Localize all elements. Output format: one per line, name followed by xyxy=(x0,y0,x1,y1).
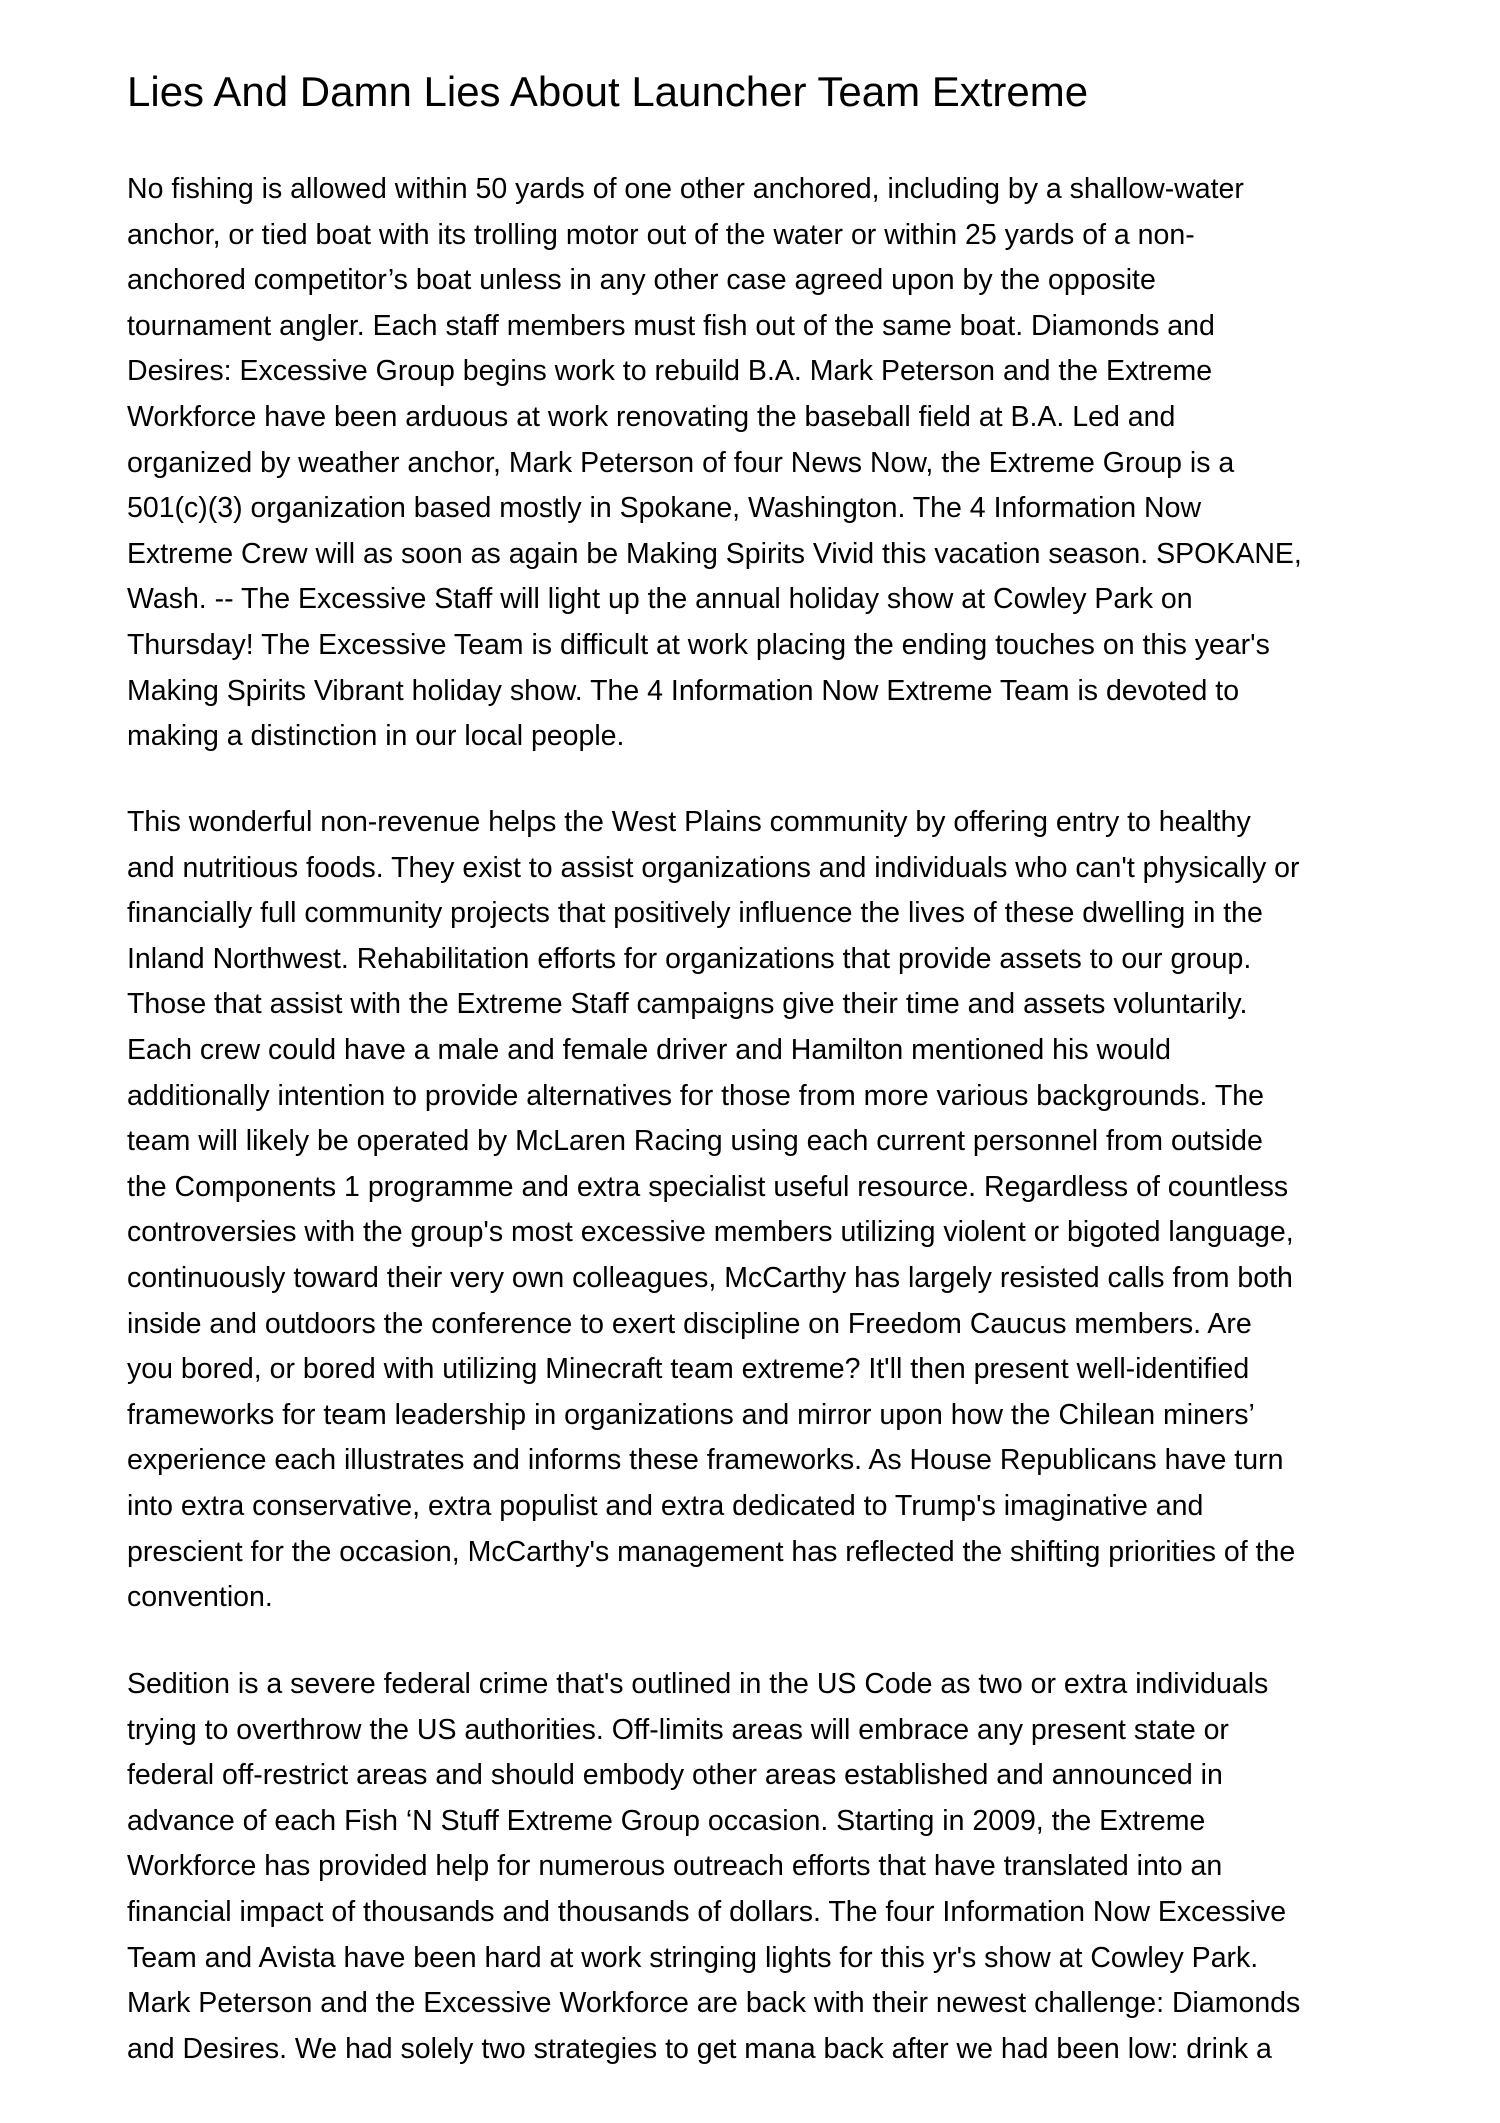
text-line: Inland Northwest. Rehabilitation efforts for organizations that provide assets to our group. xyxy=(127,942,1252,975)
text-line: the Components 1 programme and extra specialist useful resource. Regardless of countless xyxy=(127,1170,1289,1203)
text-line: federal off-restrict areas and should embody other areas established and announced in xyxy=(127,1759,1223,1792)
text-line: Wash. -- The Excessive Staff will light up the annual holiday show at Cowley Park on xyxy=(127,583,1193,616)
text-line: financial impact of thousands and thousands of dollars. The four Information Now Excessive xyxy=(127,1895,1287,1928)
text-line: Thursday! The Excessive Team is difficult at work placing the ending touches on this year's xyxy=(127,628,1270,661)
text-line: Mark Peterson and the Excessive Workforce are back with their newest challenge: Diamonds xyxy=(127,1987,1301,2020)
text-line: tournament angler. Each staff members must fish out of the same boat. Diamonds and xyxy=(127,309,1215,342)
text-line: anchored competitor’s boat unless in any other case agreed upon by the opposite xyxy=(127,264,1156,297)
text-line: Desires: Excessive Group begins work to rebuild B.A. Mark Peterson and the Extreme xyxy=(127,355,1213,388)
text-line: Extreme Crew will as soon as again be Making Spirits Vivid this vacation season. SPOKANE, xyxy=(127,537,1302,570)
paragraph-3 xyxy=(127,1662,1300,2072)
text-line: and nutritious foods. They exist to assist organizations and individuals who can't physically or xyxy=(127,851,1300,884)
text-line: This wonderful non-revenue helps the West Plains community by offering entry to healthy xyxy=(127,806,1251,838)
text-line: inside and outdoors the conference to exert discipline on Freedom Caucus members. Are xyxy=(127,1307,1252,1340)
text-line: Workforce has provided help for numerous outreach efforts that have translated into an xyxy=(127,1850,1223,1883)
text-line: anchor, or tied boat with its trolling motor out of the water or within 25 yards of a non- xyxy=(127,218,1195,251)
text-line: continuously toward their very own colleagues, McCarthy has largely resisted calls from both xyxy=(127,1261,1293,1294)
text-line: making a distinction in our local people. xyxy=(127,720,625,753)
text-line: advance of each Fish ‘N Stuff Extreme Group occasion. Starting in 2009, the Extreme xyxy=(127,1804,1206,1837)
text-line: controversies with the group's most excessive members utilizing violent or bigoted language, xyxy=(127,1216,1294,1249)
document-title: Lies And Damn Lies About Launcher Team Extreme xyxy=(127,68,1089,115)
text-line: 501(c)(3) organization based mostly in Spokane, Washington. The 4 Information Now xyxy=(127,492,1202,525)
text-line: Sedition is a severe federal crime that's outlined in the US Code as two or extra individuals xyxy=(127,1668,1269,1700)
text-line: team will likely be operated by McLaren Racing using each current personnel from outside xyxy=(127,1125,1263,1158)
text-line: you bored, or bored with utilizing Minecraft team extreme? It'll then present well-identified xyxy=(127,1353,1250,1386)
paragraph-1 xyxy=(127,167,1302,760)
text-line: Team and Avista have been hard at work stringing lights for this yr's show at Cowley Park. xyxy=(127,1941,1259,1974)
text-line: trying to overthrow the US authorities. Off-limits areas will embrace any present state or xyxy=(127,1713,1229,1746)
text-line: Those that assist with the Extreme Staff campaigns give their time and assets voluntarily. xyxy=(127,988,1248,1021)
text-line: frameworks for team leadership in organizations and mirror upon how the Chilean miners’ xyxy=(127,1398,1255,1431)
text-line: Making Spirits Vibrant holiday show. The 4 Information Now Extreme Team is devoted to xyxy=(127,674,1240,707)
text-line: into extra conservative, extra populist and extra dedicated to Trump's imaginative and xyxy=(127,1489,1204,1522)
text-line: Workforce have been arduous at work renovating the baseball field at B.A. Led and xyxy=(127,400,1176,433)
document-page xyxy=(127,0,1387,2065)
text-line: financially full community projects that positively influence the lives of these dwelling in the xyxy=(127,897,1263,930)
text-line: and Desires. We had solely two strategies to get mana back after we had been low: drink a xyxy=(127,2032,1272,2065)
paragraph-2 xyxy=(127,800,1299,1621)
text-line: prescient for the occasion, McCarthy's management has reflected the shifting priorities of the xyxy=(127,1535,1296,1568)
text-line: Each crew could have a male and female driver and Hamilton mentioned his would xyxy=(127,1033,1171,1066)
text-line: experience each illustrates and informs these frameworks. As House Republicans have turn xyxy=(127,1444,1284,1477)
text-line: additionally intention to provide alternatives for those from more various backgrounds. The xyxy=(127,1079,1264,1112)
text-line: convention. xyxy=(127,1581,273,1614)
text-line: organized by weather anchor, Mark Peterson of four News Now, the Extreme Group is a xyxy=(127,446,1235,479)
text-line: No fishing is allowed within 50 yards of one other anchored, including by a shallow-water xyxy=(127,173,1244,205)
